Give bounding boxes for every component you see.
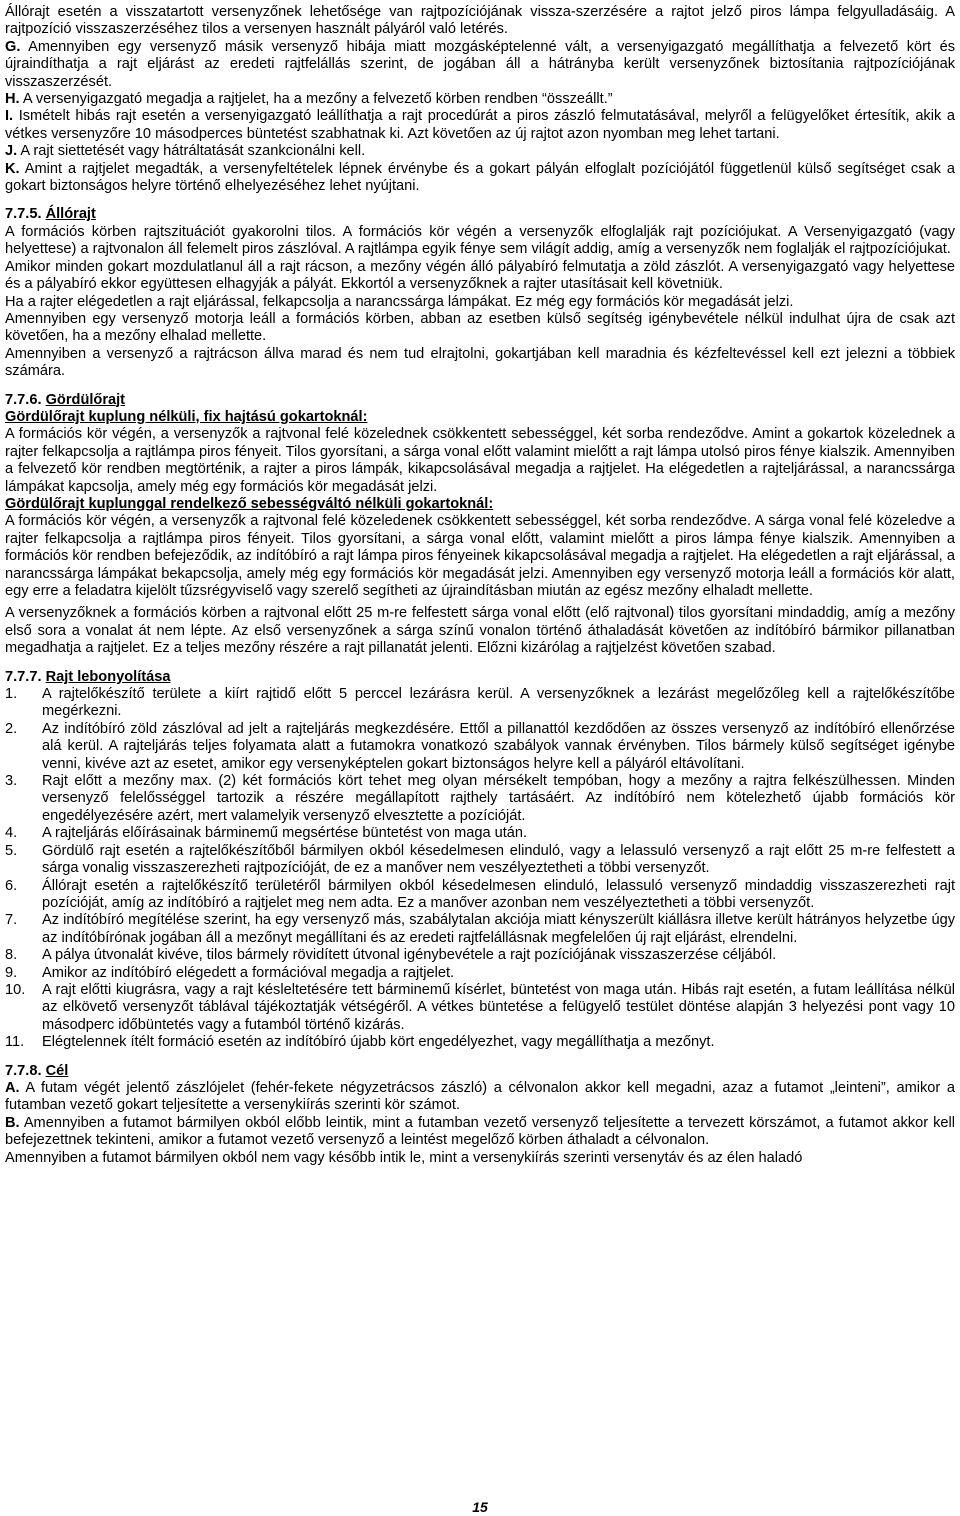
paragraph-text: Ismételt hibás rajt esetén a versenyigazgató leállíthatja a rajt procedúrát a piros zászló felmutatásával, melyről a felügyelőket értesítik, akik a vétkes versenyzőre 10 másodperces büntetést szabhatnak ki. Azt követően az új rajtot azon nyomban meg lehet tartani. <box>5 108 955 142</box>
paragraph-text: Amennyiben a futamot bármilyen okból előbb leintik, mint a futamban vezető versenyző teljesítette a tervezett körszámot, a futamot akkor kell befejezettnek tekinteni, amikor a futamot vezető versenyző a leintést megelőző körben áthaladt a célvonalon. <box>5 1114 955 1149</box>
list-text: A rajt előtti kiugrásra, vagy a rajt késleltetésére tett bárminemű kísérlet, büntetést von maga után. Hibás rajt esetén, a futam leállítása nélkül az elkövető versenyzőt táblával tájékoztatják vétségéről. A vétkes büntetése a felügyelő testület döntése alapján 3 helyezési pont vagy 10 másodperc időbüntetés vagy a futamból történő kizárás. <box>42 981 955 1033</box>
section-text: Amikor minden gokart mozdulatlanul áll a rajt rácson, a mezőny végén álló pályabíró felmutatja a zöld zászlót. A versenyigazgató vagy helyettese és a pályabíró ekkor együttesen elhagyják a pályát. Ekkortól a versenyzőknek a rajter utasításait kell követniük. <box>5 258 955 293</box>
list-number: 5. <box>5 842 18 859</box>
paragraph-text: A versenyigazgató megadja a rajtjelet, ha a mezőny a felvezető körben rendben “összeállt.” <box>19 91 613 108</box>
list-item <box>5 721 955 773</box>
list-item <box>5 686 955 721</box>
section-heading <box>5 206 955 223</box>
list-number: 9. <box>5 964 18 981</box>
list-item <box>5 1034 955 1051</box>
paragraph-a <box>5 1080 955 1115</box>
section-heading <box>5 669 955 686</box>
list-text: A rajtelőkészítő területe a kiírt rajtidő előtt 5 perccel lezárásra kerül. A versenyzőknek a lezárást megelőzőleg kell a rajtelőkészítőbe megérkezni. <box>42 686 955 720</box>
list-number: 4. <box>5 825 18 842</box>
list-item <box>5 982 955 1034</box>
list-text: Amikor az indítóbíró elégedett a formációval megadja a rajtjelet. <box>42 964 455 981</box>
list-item <box>5 912 955 947</box>
paragraph-text: A futam végét jelentő zászlójelet (fehér-fekete négyzetrácsos zászló) a célvonalon akkor kell megadni, azaz a futamot „leinteni”, amikor a futamban vezető gokart teljesítette a versenykiírás szerinti kör számot. <box>5 1079 955 1114</box>
list-number: 3. <box>5 773 18 790</box>
list-number: 1. <box>5 686 18 703</box>
paragraph-i <box>5 108 955 143</box>
list-item <box>5 843 955 878</box>
section-text: Amennyiben a versenyző a rajtrácson állva marad és nem tud elrajtolni, gokartjában kell maradnia és kézfeltevéssel kell ezt jelezni a többiek számára. <box>5 345 955 380</box>
list-number: 6. <box>5 877 18 894</box>
list-item <box>5 965 955 982</box>
section-heading <box>5 392 955 409</box>
section-text: A formációs körben rajtszituációt gyakorolni tilos. A formációs kör végén a versenyzők elfoglalják rajt pozíciójukat. A Versenyigazgató (vagy helyettese) a rajtvonalon áll felemelt piros zászlóval. A rajtlámpa egyik fénye sem világít addig, amíg a versenyzők nem foglalják el rajtpozíciójukat. <box>5 223 955 258</box>
list-number: 10. <box>5 981 26 998</box>
list-number: 8. <box>5 947 18 964</box>
numbered-list <box>5 686 955 1052</box>
section-number: 7.7.5. <box>5 206 42 223</box>
section-text: Amennyiben a futamot bármilyen okból nem vagy később intik le, mint a versenykiírás szerinti versenytáv és az élen haladó <box>5 1149 803 1166</box>
section-heading <box>5 1063 955 1080</box>
paragraph-letter: B. <box>5 1114 20 1131</box>
section-number: 7.7.7. <box>5 668 42 685</box>
paragraph-b <box>5 1115 955 1150</box>
list-item <box>5 947 955 964</box>
subsection-title: Gördülőrajt kuplung nélküli, fix hajtású gokartoknál: <box>5 408 368 425</box>
list-text: Az indítóbíró zöld zászlóval ad jelt a rajteljárás megkezdésére. Ettől a pillanattól kezdődően az összes versenyző az indítóbíró ellenőrzése alá kerül. A rajteljárás teljes folyamata alatt a futamokra vonatkozó szabályok vannak érvényben. Tilos bármely külső segítséget igénybe venni, kivéve azt az esetet, amikor egy versenyképtelen gokart biztonságos helyre kell a pályáról eltávolítani. <box>42 720 955 772</box>
paragraph-letter: J. <box>5 143 18 160</box>
section-7-7-7 <box>5 669 955 1052</box>
lettered-paragraphs <box>5 39 955 196</box>
section-number: 7.7.6. <box>5 391 42 408</box>
section-text: Amennyiben egy versenyző motorja leáll a formációs körben, abban az esetben külső segítség igénybevétele nélkül indulhat újra de csak azt követően, ha a mezőny elhalad mellette. <box>5 310 955 345</box>
paragraph-letter: I. <box>5 108 14 125</box>
section-title: Állórajt <box>45 206 96 223</box>
list-text: Gördülő rajt esetén a rajtelőkészítőből bármilyen okból késedelmesen elinduló, vagy a lelassuló versenyző a rajt előtt 25 m-re felfestett a sárga vonalig visszaszerezheti rajtpozícióját, de ez a manőver nem veszélyeztetheti a többi versenyzőt. <box>42 842 955 877</box>
list-text: A pálya útvonalát kivéve, tilos bármely rövidített útvonal igénybevétele a rajt pozíciójának visszaszerzése céljából. <box>42 947 777 964</box>
list-text: Állórajt esetén a rajtelőkészítő területéről bármilyen okból késedelmesen elinduló, lelassuló versenyző mindaddig visszaszerezheti rajt pozícióját, amíg az indítóbíró a rajtjelet meg nem adta. Ez a manőver azonban nem veszélyeztetheti a többi versenyzőt. <box>42 877 955 911</box>
paragraph-g <box>5 39 955 91</box>
paragraph-letter: K. <box>5 160 20 177</box>
list-text: A rajteljárás előírásainak bárminemű megsértése büntetést von maga után. <box>42 825 528 842</box>
section-7-7-5 <box>5 206 955 380</box>
list-text: Az indítóbíró megítélése szerint, ha egy versenyző más, szabálytalan akciója miatt kényszerült kiállásra illetve került hátrányos helyzetbe úgy az indítóbírónak jogában áll a mezőnyt megállítani és az eredeti rajtfelállásnak megfelelően új rajt eljárást, elrendelni. <box>42 912 955 946</box>
paragraph-text: Amint a rajtjelet megadták, a versenyfeltételek lépnek érvénybe és a gokart pályán elfoglalt pozíciójától függetlenül külső segítséget csak a gokart biztonságos helyre történő elhelyezéséhez lehet nyújtani. <box>5 160 955 195</box>
section-title: Cél <box>45 1062 69 1079</box>
list-item <box>5 825 955 842</box>
paragraph-letter: A. <box>5 1079 20 1096</box>
section-title: Gördülőrajt <box>45 391 126 408</box>
list-number: 2. <box>5 720 18 737</box>
paragraph-j <box>5 143 955 160</box>
list-number: 7. <box>5 912 18 929</box>
page-number: 15 <box>472 1499 488 1515</box>
paragraph-text: A rajt siettetését vagy hátráltatását szankcionálni kell. <box>17 143 366 160</box>
list-item <box>5 878 955 913</box>
section-text: Ha a rajter elégedetlen a rajt eljárással, felkapcsolja a narancssárga lámpákat. Ez még egy formációs kör megadását jelzi. <box>5 293 794 310</box>
intro-paragraph: Állórajt esetén a visszatartott versenyzőnek lehetősége van rajtpozíciójának vissza-szerzésére a rajtot jelző piros lámpa felgyulladásáig. A rajtpozíció visszaszerzéséhez tilos a versenyen használt pályáról való letérés. <box>5 4 955 38</box>
section-7-7-8 <box>5 1063 955 1167</box>
section-text: A formációs kör végén, a versenyzők a rajtvonal felé közelednek csökkentett sebességgel, két sorba rendeződve. Amint a gokartok közelednek a rajter felkapcsolja a rajtlámpa piros fényeit. Tilos gyorsítani, a sárga vonal előtt valamint mielőtt a rajt lámpa utolsó piros fénye kialszik. Amennyiben a felvezető kör rendben megtörténik, a rajter a piros lámpák, kikapcsolásával megadja a rajtjelet. Ha elégedetlen a rajteljárással, a narancssárga lámpákat kapcsolja, amely még egy formációs kör megadását jelzi. <box>5 426 955 495</box>
list-number: 11. <box>5 1034 25 1051</box>
section-text: A formációs kör végén, a versenyzők a rajtvonal felé közeledenek csökkentett sebességgel, két sorba rendeződve. A sárga vonal felé közeledve a rajter felkapcsolja a rajtlámpa piros fényeit. Tilos gyorsítani, a sárga vonal előtt, valamint mielőtt a piros lámpa fénye kialszik. Amennyiben a formációs kör rendben befejeződik, az indítóbíró a rajt lámpa piros fényeinek kikapcsolásával megadja a rajtjelet. Ha elégedetlen a rajt eljárással, a narancssárga lámpákat bekapcsolja, amely még egy formációs kör megadását jelzi. Amennyiben egy versenyző motorja leáll a formációs kör alatt, egy erre a feladatra kijelölt tűzsrégyviselő vagy szerelő segítheti az újraindításban miután az egész mezőny elhaladt mellette. <box>5 513 955 599</box>
paragraph-letter: G. <box>5 38 21 55</box>
list-item <box>5 773 955 825</box>
paragraph-k <box>5 161 955 196</box>
paragraph-letter: H. <box>5 91 20 108</box>
paragraph-text: Amennyiben egy versenyző másik versenyző hibája miatt mozgásképtelenné vált, a versenyigazgató megállíthatja a felvezető kört és újraindíthatja a rajt eljárást az eredeti rajtfelállás szerint, de jogában áll a hátrányba került versenyzőnek biztosítania rajtpozíciójának visszaszerzését. <box>5 38 955 90</box>
section-7-7-6 <box>5 392 955 658</box>
section-text: A versenyzőknek a formációs körben a rajtvonal előtt 25 m-re felfestett sárga vonal előtt (elő rajtvonal) tilos gyorsítani mindaddig, amíg a mezőny első sora a vonalat át nem lépte. Az első versenyzőnek a sárga színű vonalon történő áthaladását követően az indítóbíró bármikor pillanatban megadhatja a rajtjelet. Ez a teljes mezőny részére a rajt pillanatát jelenti. Előzni kizárólag a rajtjelzést követően szabad. <box>5 605 955 657</box>
section-number: 7.7.8. <box>5 1062 42 1079</box>
paragraph-h <box>5 91 955 108</box>
list-text: Elégtelennek ítélt formáció esetén az indítóbíró újabb kört engedélyezhet, vagy megállíthatja a mezőnyt. <box>42 1034 715 1051</box>
list-text: Rajt előtt a mezőny max. (2) két formációs kört tehet meg olyan mérsékelt tempóban, hogy a mezőny a rajtra felkészülhessen. Minden versenyző felelősséggel tartozik a részére megállapított rajthely tartásáért. Az indítóbíró nem kötelezhető újabb formációs kör engedélyezésére azért, mert valamelyik versenyző elvesztette a pozícióját. <box>42 773 955 824</box>
section-title: Rajt lebonyolítása <box>45 668 171 685</box>
subsection-title: Gördülőrajt kuplunggal rendelkező sebességváltó nélküli gokartoknál: <box>5 495 494 512</box>
